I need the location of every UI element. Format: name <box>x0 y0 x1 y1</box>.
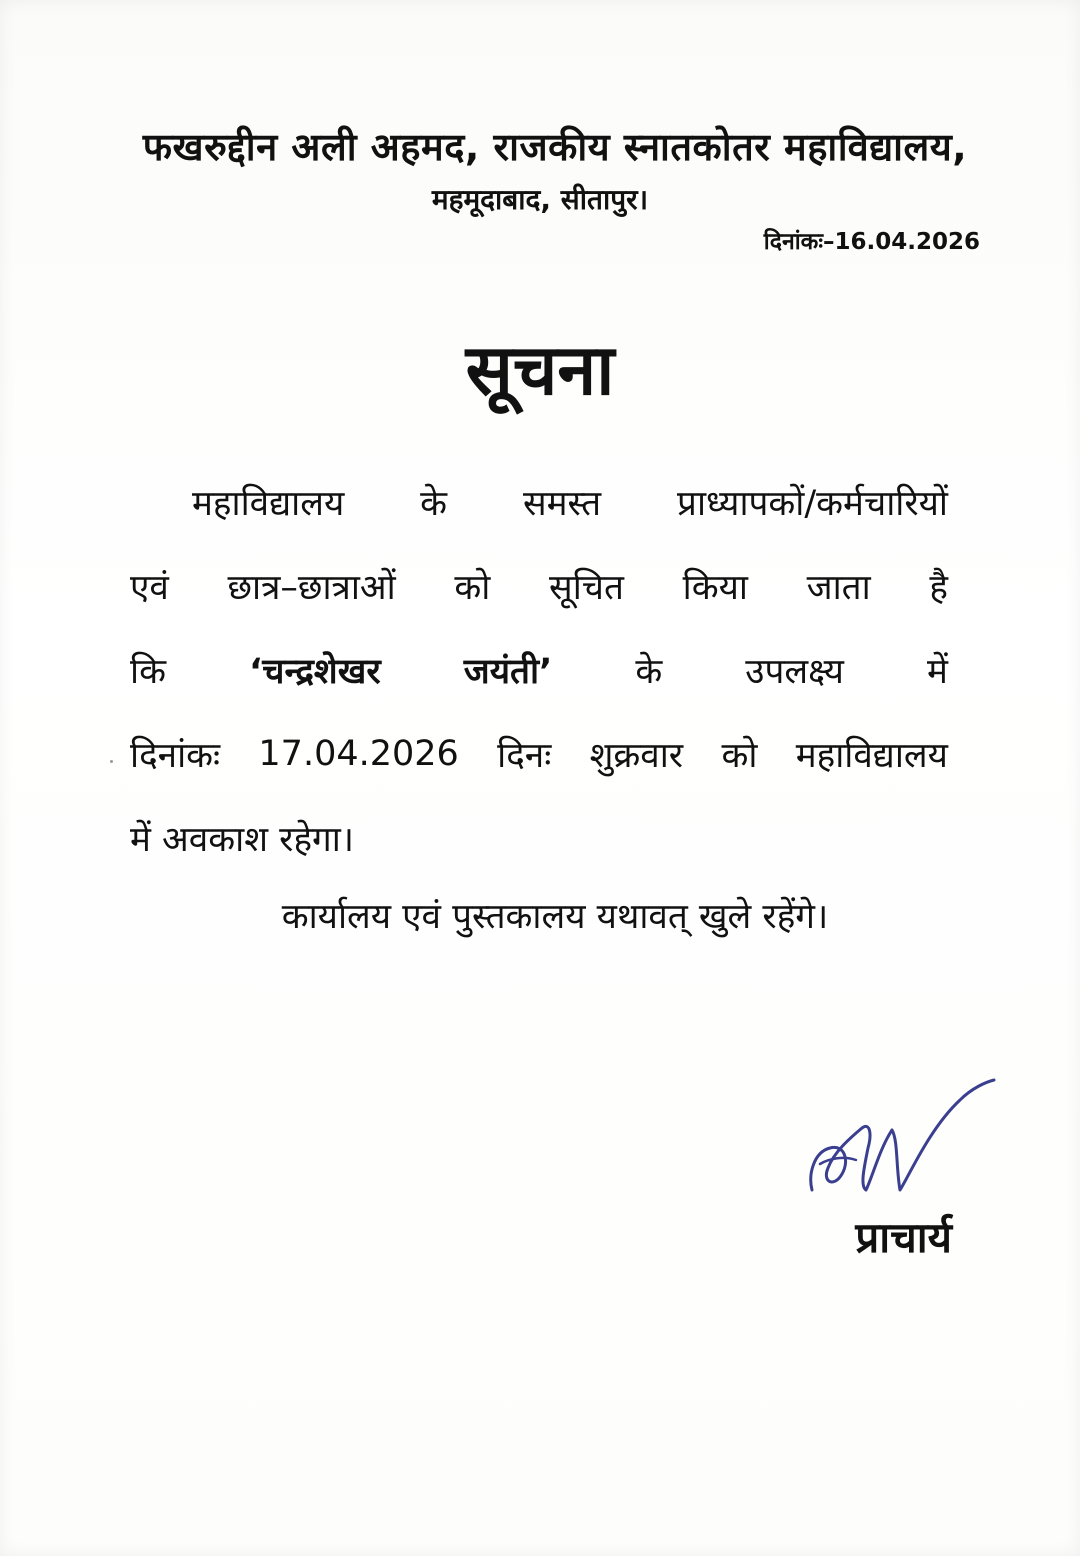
principal-signature <box>800 1078 1000 1208</box>
occasion-name-first: ‘चन्द्रशेखर <box>249 651 381 692</box>
body-line-5 <box>130 796 948 880</box>
holiday-statement: में अवकाश रहेगा। <box>130 819 355 860</box>
word: महाविद्यालय <box>192 483 345 524</box>
word: दिनः <box>497 735 552 776</box>
notice-title: सूचना <box>465 329 615 411</box>
body-line-1 <box>130 460 948 544</box>
word: समस्त <box>522 483 602 524</box>
word: महाविद्यालय <box>795 735 948 776</box>
word: को <box>721 735 758 776</box>
word: दिनांकः <box>130 735 221 776</box>
word: सूचित <box>549 567 624 608</box>
notice-date: दिनांकः–16.04.2026 <box>763 229 980 255</box>
college-name: फखरुद्दीन अली अहमद, राजकीय स्नातकोतर महाविद्यालय, <box>142 125 968 169</box>
word: किया <box>682 567 748 608</box>
word: उपलक्ष्य <box>745 651 844 692</box>
notice-body <box>130 460 948 880</box>
word: कि <box>130 651 166 692</box>
occasion-name-second: जयंती’ <box>463 651 553 692</box>
college-address: महमूदाबाद, सीतापुर। <box>431 183 649 216</box>
word: को <box>454 567 491 608</box>
word: है <box>929 567 948 608</box>
word: के <box>635 651 663 692</box>
word: प्राध्यापकों/कर्मचारियों <box>677 483 948 524</box>
body-line-2 <box>130 544 948 628</box>
closing-statement: कार्यालय एवं पुस्तकालय यथावत् खुले रहेंगे। <box>281 897 829 937</box>
word: में <box>927 651 948 692</box>
principal-designation: प्राचार्य <box>855 1213 952 1262</box>
paper-speck <box>110 760 113 763</box>
body-line-3 <box>130 628 948 712</box>
word: छात्र–छात्राओं <box>227 567 396 608</box>
body-line-4 <box>130 712 948 796</box>
holiday-day: शुक्रवार <box>589 735 684 776</box>
word: जाता <box>806 567 871 608</box>
word: एवं <box>130 567 169 608</box>
word: के <box>420 483 448 524</box>
holiday-date: 17.04.2026 <box>258 734 459 774</box>
